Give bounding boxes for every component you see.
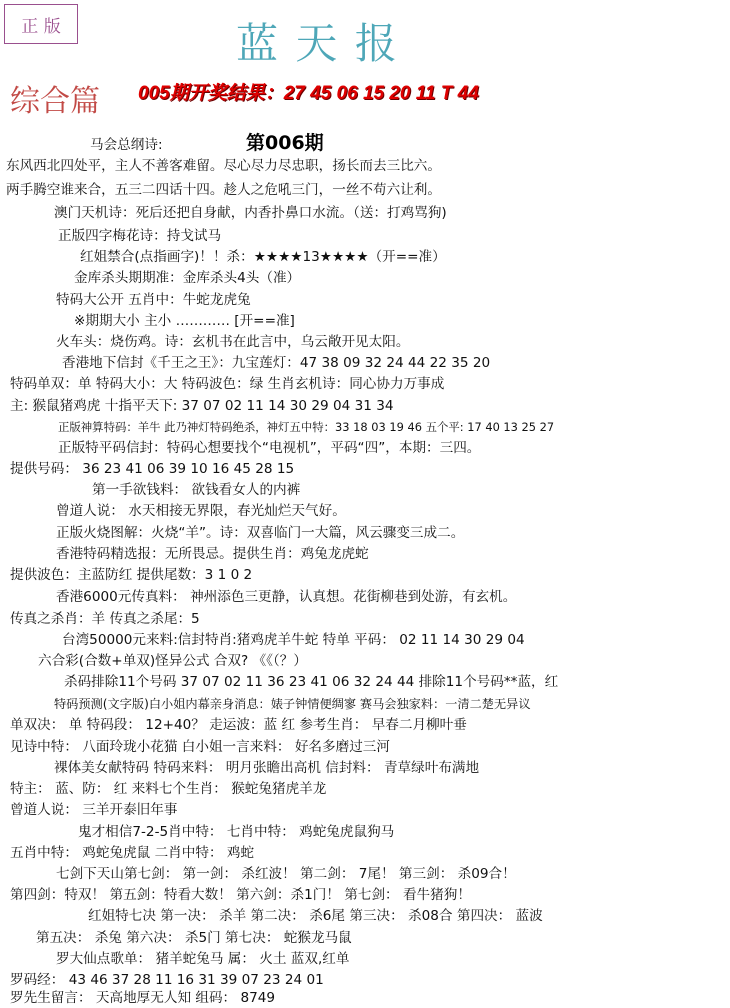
text-line: 正版特平码信封：特码心想要找个“电视机”，平码“四”，本期：三四。: [58, 440, 481, 456]
text-line: 红姐特七决 第一决： 杀羊 第二决： 杀6尾 第三决： 杀08合 第四决： 蓝波: [88, 908, 543, 924]
text-line: 杀码排除11个号码 37 07 02 11 36 23 41 06 32 24 44 排除11个号码**蓝，红: [64, 674, 559, 690]
issue-number: 第006期: [246, 132, 324, 154]
text-line: 特码大公开 五肖中：牛蛇龙虎兔: [56, 292, 251, 308]
text-line: 香港6000元传真料： 神州添色三更静，认真想。花街柳巷到处游，有玄机。: [56, 589, 517, 605]
newspaper-title: 蓝 天 报: [236, 19, 399, 68]
text-line: 曾道人说： 三羊开泰旧年事: [10, 802, 178, 818]
text-line: 提供波色：主蓝防红 提供尾数：3 1 0 2: [10, 567, 253, 583]
text-line: 特码单双：单 特码大小：大 特码波色：绿 生肖玄机诗：同心协力万事成: [10, 376, 445, 392]
text-line: 澳门天机诗：死后还把自身献，内香扑鼻口水流。（送：打鸡骂狗): [54, 205, 447, 221]
text-line: 两手腾空谁来合，五三二四话十四。趁人之危吼三门，一丝不苟六让利。: [6, 182, 441, 198]
text-line: 第四剑：特双！ 第五剑：特看大数！ 第六剑：杀1门！ 第七剑： 看牛猪狗！: [10, 887, 471, 903]
text-line: 东风西北四处平，主人不善客难留。尽心尽力尽忠职，扬长而去三比六。: [6, 158, 441, 174]
text-line: 罗先生留言： 天高地厚无人知 组码： 8749: [10, 990, 276, 1006]
text-line: 红姐禁合(点指画字)！！杀：★★★★13★★★★（开==准）: [80, 249, 446, 265]
text-line: 单双决： 单 特码段： 12+40？ 走运波：蓝 红 参考生肖： 早春二月柳叶垂: [10, 717, 467, 733]
text-line: 香港地下信封《千王之王》：九宝莲灯：47 38 09 32 24 44 22 35 20: [62, 355, 491, 371]
text-line: 主: 猴鼠猪鸡虎 十指平天下: 37 07 02 11 14 30 29 04 31 34: [10, 398, 394, 414]
text-line: 提供号码： 36 23 41 06 39 10 16 45 28 15: [10, 461, 295, 477]
text-line: 台湾50000元来料:信封特肖:猪鸡虎羊牛蛇 特单 平码： 02 11 14 30 29 04: [62, 632, 525, 648]
text-line: 香港特码精选报：无所畏忌。提供生肖：鸡兔龙虎蛇: [56, 546, 369, 562]
section-label: 综合篇: [10, 84, 100, 119]
text-line: ※期期大小 主小 ………… [开==准]: [74, 313, 295, 329]
text-line: 特码预测(文字版)白小姐内幕亲身消息：婊子钟情便绸寥 赛马会独家料：一清二楚无异议: [54, 697, 531, 711]
text-line: 五肖中特： 鸡蛇兔虎鼠 二肖中特： 鸡蛇: [10, 845, 255, 861]
text-line: 罗码经： 43 46 37 28 11 16 31 39 07 23 24 01: [10, 972, 324, 988]
text-line: 七剑下天山第七剑： 第一剑： 杀红波！ 第二剑： 7尾！ 第三剑： 杀09合！: [56, 866, 516, 882]
text-line: 马会总纲诗:: [90, 137, 163, 153]
text-line: 传真之杀肖：羊 传真之杀尾：5: [10, 611, 200, 627]
text-line: 金库杀头期期准：金库杀头4头（准）: [74, 270, 301, 286]
text-line: 罗大仙点歌单： 猪羊蛇兔马 属： 火土 蓝双,红单: [56, 951, 350, 967]
text-line: 第五决： 杀兔 第六决： 杀5门 第七决： 蛇猴龙马鼠: [36, 930, 352, 946]
text-line: 鬼才相信7-2-5肖中特： 七肖中特： 鸡蛇兔虎鼠狗马: [78, 824, 395, 840]
text-line: 特主： 蓝、防： 红 来料七个生肖： 猴蛇兔猪虎羊龙: [10, 781, 327, 797]
text-line: 正版神算特码：羊牛 此乃神灯特码绝杀，神灯五中特：33 18 03 19 46 五个平: 17 40 13 25 27: [58, 420, 555, 434]
text-line: 裸体美女献特码 特码来料： 明月张瞻出高机 信封料： 青草绿叶布满地: [54, 760, 480, 776]
text-line: 第一手欲钱料： 欲钱看女人的内裤: [92, 482, 301, 498]
text-line: 六合彩(合数+单双)怪异公式 合双? 《《（？）: [38, 653, 307, 669]
text-line: 正版火烧图解：火烧“羊”。诗：双喜临门一大篇，风云骤变三成二。: [56, 525, 465, 541]
text-line: 正版四字梅花诗：持戈试马: [58, 228, 222, 244]
text-line: 见诗中特： 八面玲珑小花猫 白小姐一言来料： 好名多磨过三河: [10, 739, 390, 755]
text-line: 火车头：烧伤鸡。诗：玄机书在此言中，乌云敞开见太阳。: [56, 334, 410, 350]
text-line: 曾道人说： 水天相接无界限，春光灿烂天气好。: [56, 503, 346, 519]
genuine-edition-badge: 正 版: [4, 4, 78, 44]
draw-result-banner: 005期开奖结果：27 45 06 15 20 11 T 44: [138, 83, 479, 104]
